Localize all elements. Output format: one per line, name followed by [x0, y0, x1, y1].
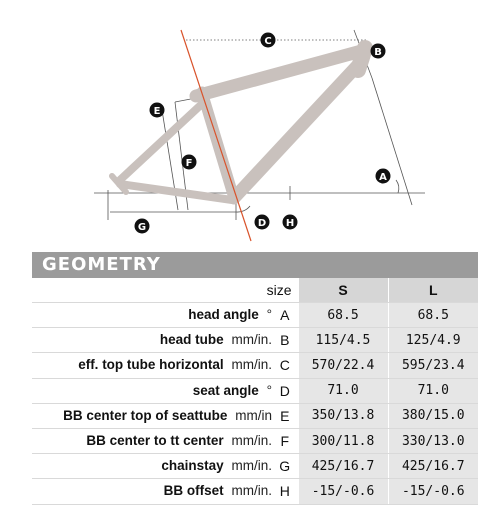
- value-size-s: 71.0: [298, 378, 388, 403]
- row-unit: mm/in.: [231, 357, 272, 373]
- row-unit: mm/in.: [231, 433, 272, 449]
- row-label: [32, 303, 272, 328]
- marker-letter: C: [264, 36, 272, 47]
- value-size-s: 300/11.8: [298, 428, 388, 453]
- size-label: size: [32, 278, 298, 303]
- row-label: [32, 328, 272, 353]
- value-size-s: 350/13.8: [298, 403, 388, 428]
- table-row: [32, 378, 478, 403]
- row-unit: mm/in: [235, 407, 272, 423]
- row-name: head angle: [188, 307, 259, 323]
- marker-letter: A: [379, 172, 387, 183]
- row-key: F: [272, 428, 298, 453]
- geometry-header: GEOMETRY: [32, 252, 478, 278]
- row-key: D: [272, 378, 298, 403]
- seat-axis-line: [181, 30, 251, 241]
- row-key: G: [272, 454, 298, 479]
- size-s-header: S: [298, 278, 388, 303]
- dim-line-a: [372, 78, 412, 205]
- geometry-table: [32, 278, 478, 505]
- value-size-l: 330/13.0: [388, 428, 478, 453]
- frame-diagram-svg: [0, 0, 500, 246]
- geometry-table-body: [32, 278, 478, 504]
- value-size-l: 380/15.0: [388, 403, 478, 428]
- row-name: eff. top tube horizontal: [78, 357, 224, 373]
- value-size-l: 595/23.4: [388, 353, 478, 378]
- frame-geometry-diagram: [0, 0, 500, 246]
- row-label: [32, 479, 272, 504]
- row-unit: mm/in.: [231, 458, 272, 474]
- marker-letter: D: [257, 218, 267, 229]
- row-key: A: [272, 303, 298, 328]
- table-row: [32, 454, 478, 479]
- row-label: [32, 454, 272, 479]
- row-name: seat angle: [192, 382, 259, 398]
- table-row: [32, 328, 478, 353]
- row-name: chainstay: [161, 458, 224, 474]
- table-row: [32, 479, 478, 504]
- row-label: [32, 428, 272, 453]
- angle-arc-d: [236, 206, 250, 212]
- row-unit: °: [266, 307, 272, 323]
- marker-a: [376, 169, 391, 184]
- table-row: [32, 353, 478, 378]
- value-size-s: 570/22.4: [298, 353, 388, 378]
- value-size-l: 425/16.7: [388, 454, 478, 479]
- size-header-row: [32, 278, 478, 303]
- value-size-l: 68.5: [388, 303, 478, 328]
- row-key: C: [272, 353, 298, 378]
- table-row: [32, 428, 478, 453]
- row-key: B: [272, 328, 298, 353]
- row-name: head tube: [159, 332, 224, 348]
- marker-f: [182, 155, 197, 170]
- value-size-l: -15/-0.6: [388, 479, 478, 504]
- table-row: [32, 403, 478, 428]
- row-label: [32, 353, 272, 378]
- value-size-s: 115/4.5: [298, 328, 388, 353]
- row-unit: °: [266, 382, 272, 398]
- marker-letter: F: [185, 158, 193, 169]
- value-size-s: -15/-0.6: [298, 479, 388, 504]
- row-label: [32, 378, 272, 403]
- value-size-l: 125/4.9: [388, 328, 478, 353]
- marker-letter: H: [285, 218, 295, 229]
- row-unit: mm/in.: [231, 483, 272, 499]
- value-size-s: 68.5: [298, 303, 388, 328]
- row-unit: mm/in.: [231, 332, 272, 348]
- row-key: H: [272, 479, 298, 504]
- marker-letter: E: [153, 106, 161, 117]
- table-row: [32, 303, 478, 328]
- bike-frame: [112, 48, 365, 200]
- row-name: BB offset: [163, 483, 224, 499]
- row-key: E: [272, 403, 298, 428]
- marker-h: [283, 215, 298, 230]
- marker-b: [371, 44, 386, 59]
- value-size-s: 425/16.7: [298, 454, 388, 479]
- value-size-l: 71.0: [388, 378, 478, 403]
- marker-d: [255, 215, 270, 230]
- marker-letter: B: [374, 47, 382, 58]
- marker-c: [261, 33, 276, 48]
- marker-g: [135, 219, 150, 234]
- marker-e: [150, 103, 165, 118]
- marker-letter: G: [137, 222, 147, 233]
- row-name: BB center top of seattube: [63, 407, 228, 423]
- size-l-header: L: [388, 278, 478, 303]
- row-name: BB center to tt center: [86, 433, 224, 449]
- row-label: [32, 403, 272, 428]
- angle-arc-a: [396, 180, 399, 193]
- dimension-lines: [94, 30, 425, 220]
